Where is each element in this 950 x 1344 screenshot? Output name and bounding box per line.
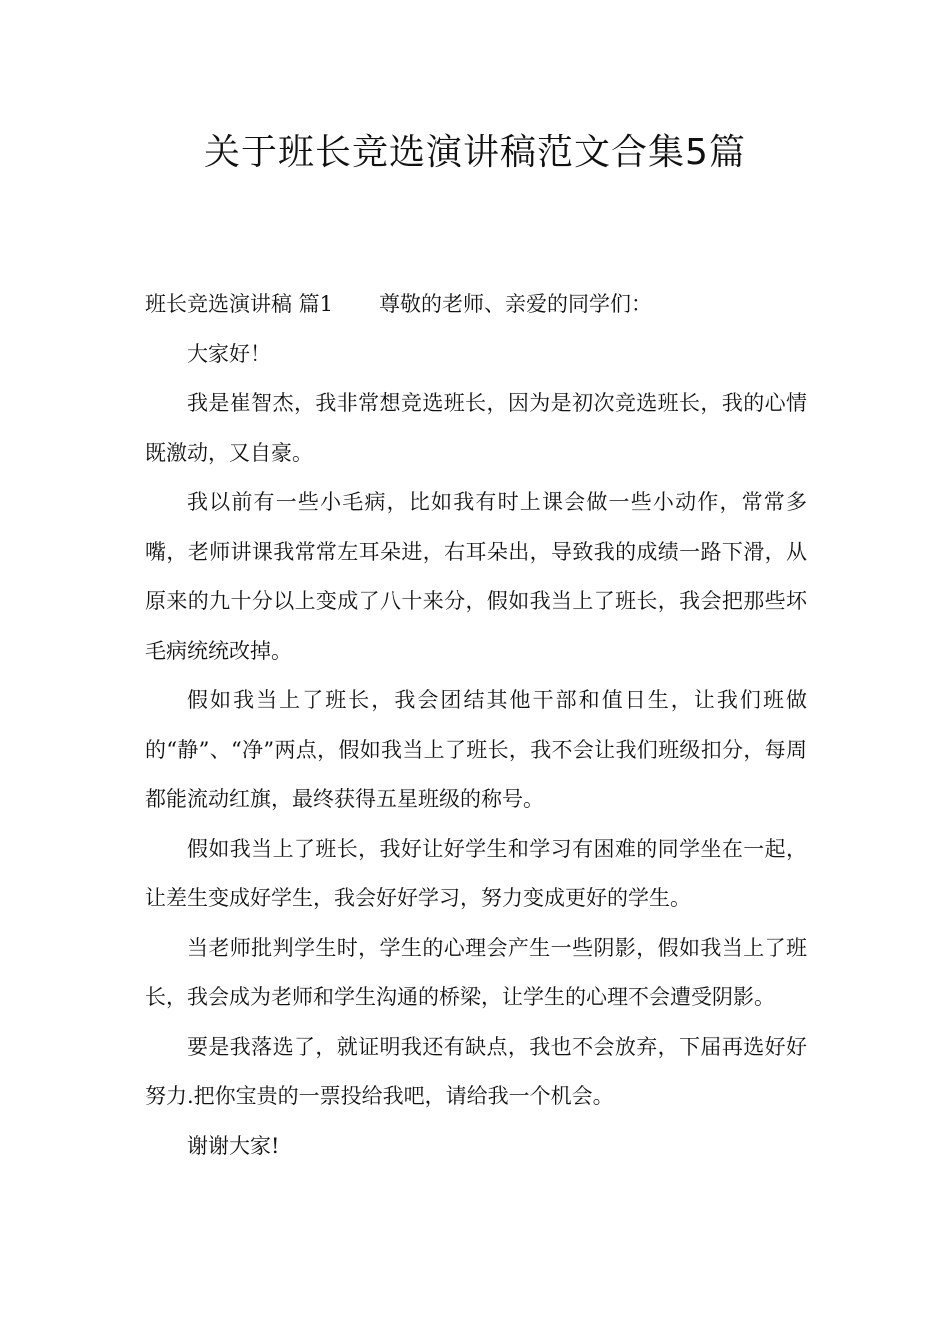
paragraph-3: 我以前有一些小毛病，比如我有时上课会做一些小动作，常常多嘴，老师讲课我常常左耳朵进，右耳朵出，导致我的成绩一路下滑，从原来的九十分以上变成了八十来分，假如我当上了班长，我会把那些坏毛病统统改掉。: [145, 490, 807, 663]
paragraph-1: 大家好！: [187, 341, 271, 366]
paragraph-2: 我是崔智杰，我非常想竞选班长，因为是初次竞选班长，我的心情既激动，又自豪。: [145, 391, 807, 465]
section-heading: 班长竞选演讲稿 篇1: [145, 292, 334, 316]
paragraph-8: 谢谢大家!: [187, 1133, 280, 1158]
paragraph-7: 要是我落选了，就证明我还有缺点，我也不会放弃，下届再选好好努力.把你宝贵的一票投给我吧，请给我一个机会。: [145, 1034, 807, 1108]
section-heading-line: [145, 280, 807, 330]
salutation: 尊敬的老师、亲爱的同学们：: [379, 292, 653, 316]
document-body: [145, 280, 807, 1171]
paragraph-6: 当老师批判学生时，学生的心理会产生一些阴影，假如我当上了班长，我会成为老师和学生沟通的桥梁，让学生的心理不会遭受阴影。: [145, 935, 807, 1009]
document-title: 关于班长竞选演讲稿范文合集5篇: [204, 132, 746, 173]
paragraph-5: 假如我当上了班长，我好让好学生和学习有困难的同学坐在一起，让差生变成好学生，我会好好学习，努力变成更好的学生。: [145, 836, 807, 910]
paragraph-4: 假如我当上了班长，我会团结其他干部和值日生，让我们班做的“静”、“净”两点，假如我当上了班长，我不会让我们班级扣分，每周都能流动红旗，最终获得五星班级的称号。: [145, 688, 807, 811]
